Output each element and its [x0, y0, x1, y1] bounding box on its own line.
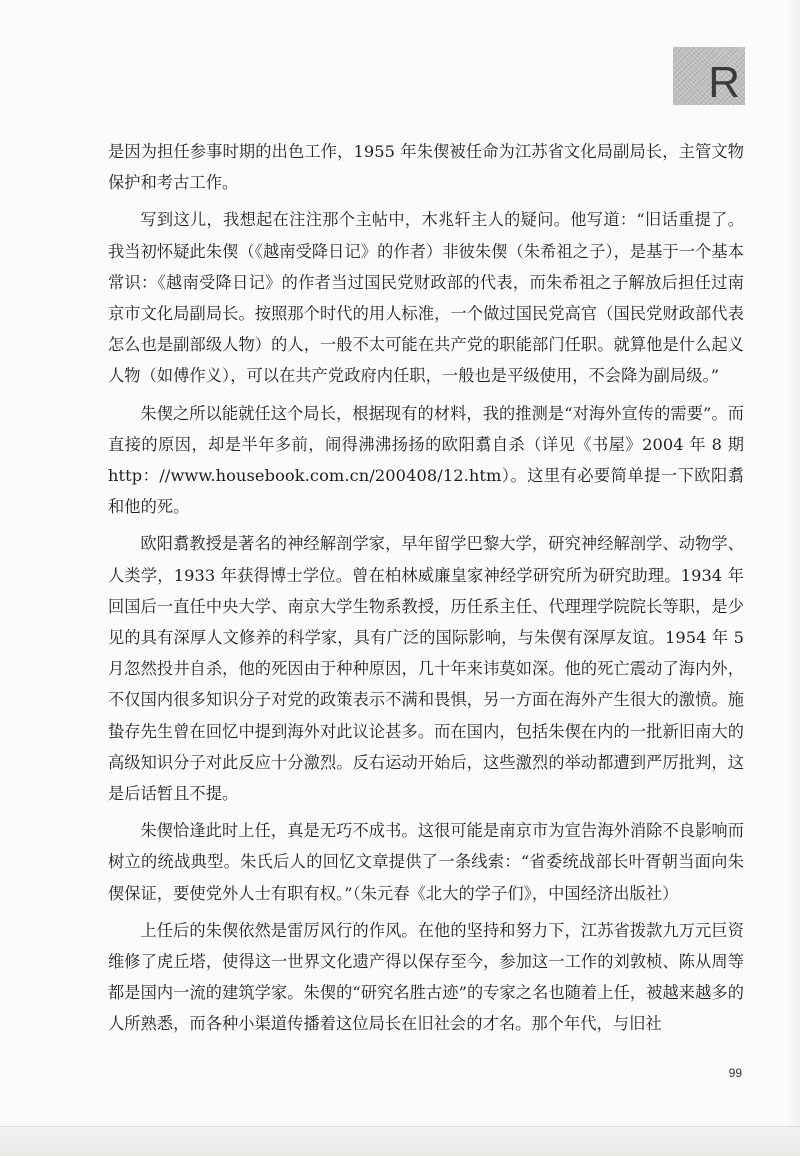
- page-number: 99: [728, 1066, 742, 1080]
- paragraph-6: 上任后的朱偰依然是雷厉风行的作风。在他的坚持和努力下，江苏省拨款九万元巨资维修了虎丘塔，使得这一世界文化遗产得以保存至今，参加这一工作的刘敦桢、陈从周等都是国内一流的建筑学家。朱偰的“研究名胜古迹”的专家之名也随着上任，被越来越多的人所熟悉，而各种小渠道传播着这位局长在旧社会的才名。那个年代，与旧社: [108, 920, 744, 1034]
- paragraph-2: 写到这儿，我想起在注注那个主帖中，木兆轩主人的疑问。他写道：“旧话重提了。我当初怀疑此朱偰（《越南受降日记》的作者）非彼朱偰（朱希祖之子），是基于一个基本常识：《越南受降日记》的作者当过国民党财政部的代表，而朱希祖之子解放后担任过南京市文化局副局长。按照那个时代的用人标准，一个做过国民党高官（国民党财政部代表怎么也是副部级人物）的人，一般不太可能在共产党的职能部门任职。就算他是什么起义人物（如傅作义），可以在共产党政府内任职，一般也是平级使用，不会降为副局级。”: [108, 210, 744, 386]
- section-marker: [673, 47, 745, 105]
- paragraph-5: 朱偰恰逢此时上任，真是无巧不成书。这很可能是南京市为宣告海外消除不良影响而树立的统战典型。朱氏后人的回忆文章提供了一条线索：“省委统战部长叶胥朝当面向朱偰保证，要使党外人士有职有权。”（朱元春《北大的学子们》，中国经济出版社）: [108, 821, 744, 903]
- body-text: [108, 136, 744, 1046]
- page-bottom-edge: [0, 1126, 800, 1156]
- paragraph-1: 是因为担任参事时期的出色工作，1955 年朱偰被任命为江苏省文化局副局长，主管文物保护和考古工作。: [108, 142, 744, 193]
- paragraph-4: 欧阳翥教授是著名的神经解剖学家，早年留学巴黎大学，研究神经解剖学、动物学、人类学，1933 年获得博士学位。曾在柏林威廉皇家神经学研究所为研究助理。1934 年回国后一直任中央大学、南京大学生物系教授，历任系主任、代理理学院院长等职，是少见的具有深厚人文修养的科学家，具有广泛的国际影响，与朱偰有深厚友谊。1954 年 5 月忽然投井自杀，他的死因由于种种原因，几十年来讳莫如深。他的死亡震动了海内外，不仅国内很多知识分子对党的政策表示不满和畏惧，另一方面在海外产生很大的激愤。施蛰存先生曾在回忆中提到海外对此议论甚多。而在国内，包括朱偰在内的一批新旧南大的高级知识分子对此反应十分激烈。反右运动开始后，这些激烈的举动都遭到严厉批判，这是后话暂且不提。: [108, 534, 744, 804]
- section-letter: R: [708, 58, 740, 107]
- paragraph-3: 朱偰之所以能就任这个局长，根据现有的材料，我的推测是“对海外宣传的需要”。而直接的原因，却是半年多前，闹得沸沸扬扬的欧阳翥自杀（详见《书屋》2004 年 8 期 http：//www.housebook.com.cn/200408/12.htm）。这里有必要简单提一下欧阳翥和他的死。: [108, 403, 744, 517]
- page-edge-shadow: [786, 0, 800, 1156]
